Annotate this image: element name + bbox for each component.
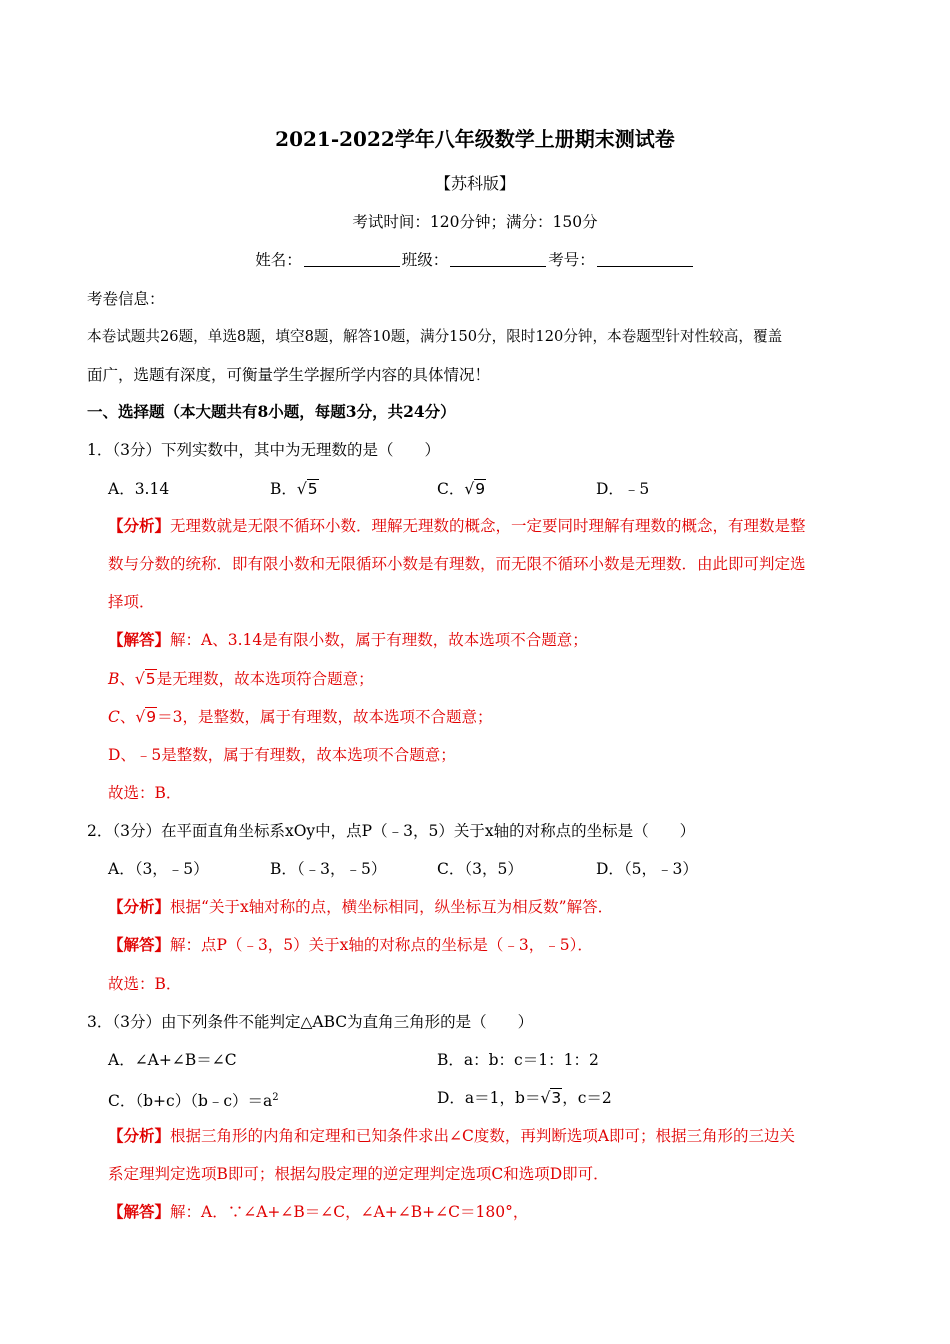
q2-analysis-1 bbox=[108, 896, 613, 918]
q1-option-c-label: C． bbox=[437, 480, 465, 498]
q3-analysis-2: 系定理判定选项B即可；根据勾股定理的逆定理判定选项C和选项D即可． bbox=[108, 1165, 609, 1183]
q3-option-c-text: C．（b+c）（b﹣c）＝a bbox=[108, 1092, 273, 1111]
sqrt-symbol: √9 bbox=[135, 708, 157, 726]
q1-answer-4: D、﹣5是整数，属于有理数，故本选项不合题意； bbox=[108, 746, 456, 764]
q1-answer-3-radicand: 9 bbox=[146, 708, 157, 726]
sqrt-symbol: √5 bbox=[296, 480, 318, 498]
name-label: 姓名： bbox=[255, 251, 302, 269]
student-fields bbox=[0, 249, 950, 271]
q1-answer-2-radicand: 5 bbox=[145, 670, 156, 688]
q1-analysis-2: 数与分数的统称．即有限小数和无限循环小数是有理数，而无限不循环小数是无理数．由此即可判定选 bbox=[108, 555, 806, 573]
q1-option-c bbox=[437, 478, 486, 500]
q2-option-a: A．（3，﹣5） bbox=[108, 860, 209, 878]
q3-stem: 3．（3分）由下列条件不能判定△ABC为直角三角形的是（ ） bbox=[87, 1013, 534, 1031]
number-blank[interactable] bbox=[597, 250, 693, 267]
q3-answer-text-1: 解：A．∵∠A+∠B＝∠C，∠A+∠B+∠C＝180°， bbox=[170, 1203, 529, 1221]
q1-answer-3-letter: C bbox=[108, 708, 120, 726]
q1-answer-2-text: 是无理数，故本选项符合题意； bbox=[156, 670, 374, 688]
q1-option-d: D．﹣5 bbox=[596, 480, 650, 498]
class-label: 班级： bbox=[401, 251, 449, 269]
sqrt-symbol: √5 bbox=[134, 670, 156, 688]
q1-analysis-3: 择项． bbox=[108, 593, 155, 611]
sqrt-symbol: √3 bbox=[540, 1089, 562, 1107]
q3-option-d-text: D．a＝1，b＝ bbox=[437, 1089, 541, 1107]
analysis-tag: 【分析】 bbox=[108, 897, 171, 916]
info-label: 考卷信息： bbox=[87, 290, 165, 308]
q1-choose: 故选：B． bbox=[108, 784, 182, 802]
q1-answer-3 bbox=[108, 706, 493, 728]
q3-option-d-rest: ，c＝2 bbox=[562, 1089, 612, 1107]
q3-analysis-1 bbox=[108, 1125, 795, 1147]
q1-answer-2-letter: B bbox=[108, 670, 120, 688]
q3-option-d-radicand: 3 bbox=[551, 1089, 562, 1107]
q1-answer-2-sep: 、 bbox=[119, 670, 135, 688]
edition-label: 【苏科版】 bbox=[434, 174, 515, 193]
q1-option-c-radicand: 9 bbox=[475, 480, 486, 498]
q2-option-b: B．（﹣3，﹣5） bbox=[270, 860, 387, 878]
q3-option-c bbox=[108, 1087, 279, 1112]
q2-choose: 故选：B． bbox=[108, 975, 182, 993]
class-blank[interactable] bbox=[450, 250, 546, 267]
q1-option-b bbox=[270, 478, 319, 500]
info-line-2: 面广，选题有深度，可衡量学生学握所学内容的具体情况！ bbox=[87, 366, 491, 384]
analysis-tag: 【分析】 bbox=[108, 516, 171, 535]
page-title: 2021-2022学年八年级数学上册期末测试卷 bbox=[275, 127, 675, 151]
answer-tag: 【解答】 bbox=[108, 630, 171, 649]
answer-tag: 【解答】 bbox=[108, 935, 171, 954]
number-label: 考号： bbox=[548, 251, 595, 269]
q1-option-b-radicand: 5 bbox=[307, 480, 318, 498]
q3-answer-1 bbox=[108, 1201, 528, 1223]
q3-analysis-text-1: 根据三角形的内角和定理和已知条件求出∠C度数，再判断选项A即可；根据三角形的三边关 bbox=[170, 1127, 796, 1145]
q2-answer-text-1: 解：点P（﹣3，5）关于x轴的对称点的坐标是（﹣3，﹣5）． bbox=[170, 936, 593, 954]
q3-option-a: A．∠A+∠B＝∠C bbox=[108, 1051, 237, 1069]
q1-option-b-label: B． bbox=[270, 480, 297, 498]
q1-analysis-1 bbox=[108, 515, 806, 537]
q2-option-d: D．（5，﹣3） bbox=[596, 860, 698, 878]
q1-answer-2 bbox=[108, 668, 374, 690]
q1-analysis-text-1: 无理数就是无限不循环小数．理解无理数的概念，一定要同时理解有理数的概念，有理数是整 bbox=[170, 517, 806, 535]
analysis-tag: 【分析】 bbox=[108, 1126, 171, 1145]
q3-option-c-exponent: 2 bbox=[272, 1092, 279, 1103]
info-line-1: 本卷试题共26题，单选8题，填空8题，解答10题，满分150分，限时120分钟，本卷题型针对性较高，覆盖 bbox=[87, 328, 783, 345]
q1-answer-3-text: ＝3，是整数，属于有理数，故本选项不合题意； bbox=[157, 708, 493, 726]
exam-meta: 考试时间：120分钟；满分：150分 bbox=[352, 213, 598, 231]
q2-option-c: C．（3，5） bbox=[437, 860, 523, 878]
q1-option-a: A．3.14 bbox=[108, 480, 170, 498]
name-blank[interactable] bbox=[304, 250, 400, 267]
q3-option-d bbox=[437, 1087, 612, 1109]
q2-analysis-text-1: 根据“关于x轴对称的点，横坐标相同，纵坐标互为相反数”解答． bbox=[170, 898, 614, 916]
q2-answer-1 bbox=[108, 934, 593, 956]
q1-answer-text-1: 解：A、3.14是有限小数，属于有理数，故本选项不合题意； bbox=[170, 631, 588, 649]
q1-answer-1 bbox=[108, 629, 588, 651]
q3-option-b: B．a：b：c＝1：1：2 bbox=[437, 1051, 599, 1069]
q1-answer-3-sep: 、 bbox=[119, 708, 136, 726]
section-heading: 一、选择题（本大题共有8小题，每题3分，共24分） bbox=[87, 402, 456, 421]
sqrt-symbol: √9 bbox=[464, 480, 486, 498]
q1-stem: 1．（3分）下列实数中，其中为无理数的是（ ） bbox=[87, 441, 440, 459]
answer-tag: 【解答】 bbox=[108, 1202, 171, 1221]
q2-stem: 2．（3分）在平面直角坐标系xOy中，点P（﹣3，5）关于x轴的对称点的坐标是（ ） bbox=[87, 822, 696, 840]
